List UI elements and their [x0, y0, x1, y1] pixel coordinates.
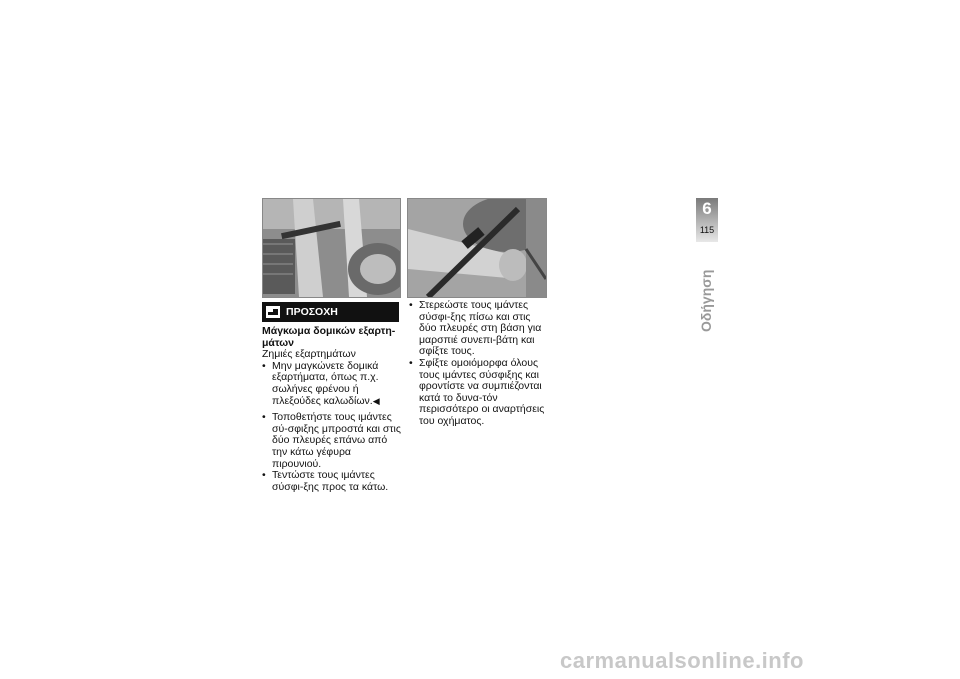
chapter-label: Οδήγηση: [698, 269, 714, 332]
end-marker-icon: ◀: [372, 395, 380, 406]
list-item: • Τεντώστε τους ιμάντες σύσφι-ξης προς τα κάτω.: [262, 470, 402, 493]
warning-header: [262, 302, 399, 322]
instruction-list-right: [409, 300, 549, 428]
rear-photo: [407, 198, 547, 298]
left-column: [262, 326, 402, 493]
list-item: • Στερεώστε τους ιμάντες σύσφι-ξης πίσω και στις δύο πλευρές στη βάση για μαρσπιέ συνεπι-βάτη και σφίξτε τους.: [409, 300, 549, 358]
list-item: • Μην μαγκώνετε δομικά εξαρτήματα, όπως π.χ. σωλήνες φρένου ή πλεξούδες καλωδίων.◀: [262, 361, 402, 407]
page-number: 115: [699, 225, 715, 235]
warning-subtitle: Ζημιές εξαρτημάτων: [262, 348, 356, 361]
instruction-list-left: [262, 412, 402, 493]
watermark: carmanualsonline.info: [560, 648, 804, 673]
chapter-number: 6: [702, 199, 712, 218]
warning-title: Μάγκωμα δομικών εξαρτη-μάτων: [262, 325, 396, 349]
list-item: • Τοποθετήστε τους ιμάντες σύ-σφιξης μπροστά και στις δύο πλευρές επάνω από την κάτω γέφυρα πιρουνιού.: [262, 412, 402, 470]
list-item: • Σφίξτε ομοιόμορφα όλους τους ιμάντες σύσφιξης και φροντίστε να συμπιέζονται κατά το δυνα-τόν περισσότερο οι αναρτήσεις του οχήματος.: [409, 358, 549, 428]
pointing-hand-icon: [266, 306, 280, 318]
fork-illustration: [263, 199, 400, 297]
warning-list: [262, 361, 402, 407]
fork-photo: [262, 198, 401, 298]
warning-header-label: ΠΡΟΣΟΧΗ: [286, 306, 338, 318]
right-column: [409, 300, 549, 428]
chapter-tab: [696, 198, 718, 242]
rear-illustration: [408, 199, 546, 297]
